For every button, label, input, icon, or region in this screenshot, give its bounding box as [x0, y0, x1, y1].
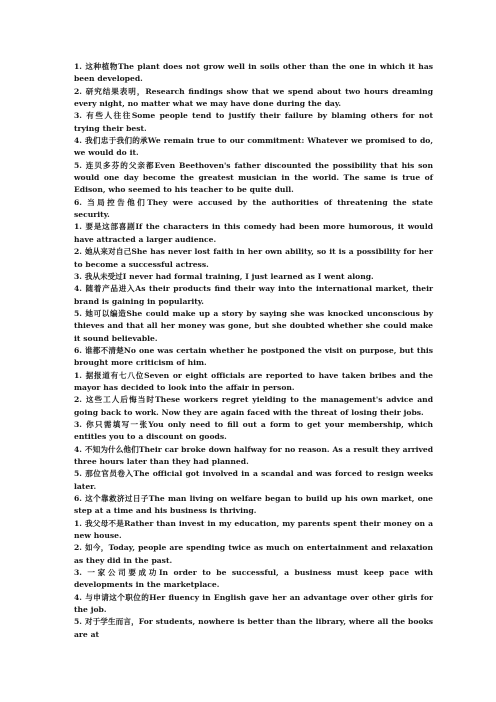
sentence-item [74, 616, 433, 641]
chinese-prompt: 那位官员卷入 [85, 469, 134, 479]
item-number: 5. [74, 469, 82, 479]
english-translation: Even Beethoven's father discounted the possibility that his son would one day become the greatest musician in the world. The same is true of Edison, who seemed to his teacher to be quite dull. [74, 160, 434, 195]
sentence-list [74, 61, 433, 641]
sentence-item [74, 197, 433, 222]
sentence-item [74, 221, 433, 246]
chinese-prompt: 这些工人后悔当时 [85, 395, 156, 405]
english-translation: She has never lost faith in her own ability, so it is a possibility for her to become a successful actress. [74, 247, 434, 269]
sentence-item [74, 160, 433, 197]
chinese-prompt: 有些人往往 [86, 111, 132, 121]
item-number: 3. [74, 568, 82, 578]
sentence-item [74, 567, 433, 592]
item-number: 1. [74, 62, 82, 71]
chinese-prompt: 这种植物 [85, 62, 119, 71]
sentence-item [74, 283, 433, 308]
english-translation: These workers regret yielding to the management's advice and going back to work. Now they are again faced with the threat of losing their jobs. [74, 395, 434, 417]
english-translation: If the characters in this comedy had been more humorous, it would have attracted a larger audience. [74, 222, 434, 244]
sentence-item [74, 271, 433, 283]
chinese-prompt: 随着产品进入 [85, 284, 136, 294]
chinese-prompt: 她从来对自己 [84, 247, 132, 257]
english-translation: For students, nowhere is better than the library, where all the books are at [74, 617, 434, 639]
english-translation: She could make up a story by saying she was knocked unconscious by thieves and that all her money was gone, but she doubted whether she could make it sound believable. [74, 308, 434, 343]
chinese-prompt: 她可以编造 [85, 308, 127, 318]
sentence-item [74, 135, 433, 160]
item-number: 1. [74, 518, 82, 528]
sentence-item [74, 86, 433, 111]
item-number: 1. [74, 222, 82, 232]
english-translation: Rather than invest in my education, my parents spent their money on a new house. [74, 518, 434, 541]
sentence-item [74, 493, 433, 518]
english-translation: Some people tend to justify their failure by blaming others for not trying their best. [74, 111, 434, 133]
sentence-item [74, 444, 433, 469]
chinese-prompt: 连贝多芬的父亲都 [85, 160, 155, 170]
item-number: 2. [74, 86, 82, 96]
chinese-prompt: 我父母不是 [85, 518, 125, 528]
chinese-prompt: 与申请这个职位的 [85, 592, 150, 602]
english-translation: Research findings show that we spend about two hours dreaming every night, no matter what we may have done during the day. [74, 86, 434, 109]
english-translation: In order to be successful, a business must keep pace with developments in the marketplace. [74, 568, 434, 590]
chinese-prompt: 研究结果表明， [85, 86, 146, 96]
item-number: 4. [74, 284, 82, 294]
chinese-prompt: 我从未受过 [84, 271, 123, 281]
sentence-item [74, 542, 433, 567]
english-translation: I never had formal training, I just learned as I went along. [122, 271, 374, 281]
item-number: 2. [74, 395, 82, 405]
sentence-item [74, 110, 433, 135]
item-number: 5. [74, 160, 82, 170]
sentence-item [74, 308, 433, 345]
sentence-item [74, 592, 433, 617]
chinese-prompt: 一家公司要成功 [87, 568, 159, 578]
item-number: 2. [74, 247, 82, 257]
item-number: 2. [74, 543, 82, 553]
english-translation: Seven or eight officials are reported to have taken bribes and the mayor has decided to look into the affair in person. [74, 370, 434, 392]
english-translation: Their car broke down halfway for no reason. As a result they arrived three hours later than they had planned. [74, 444, 434, 466]
item-number: 6. [74, 345, 82, 355]
item-number: 4. [74, 592, 82, 602]
chinese-prompt: 要是这部喜剧 [85, 222, 136, 232]
chinese-prompt: 我们忠于我们的承 [85, 136, 148, 146]
english-translation: You only need to fill out a form to get your membership, which entitles you to a discount on goods. [74, 419, 434, 442]
item-number: 3. [74, 111, 82, 121]
item-number: 1. [74, 370, 82, 380]
english-translation: As their products find their way into the international market, their brand is gaining in popularity. [74, 284, 434, 306]
chinese-prompt: 据报道有七八位 [85, 370, 145, 380]
english-translation: We remain true to our commitment: Whatever we promised to do, we would do it. [74, 136, 434, 158]
item-number: 4. [74, 136, 82, 146]
english-translation: No one was certain whether he postponed the visit on purpose, but this brought more criticism of him. [74, 345, 434, 368]
item-number: 3. [74, 271, 82, 281]
english-translation: Her fluency in English gave her an advantage over other girls for the job. [74, 592, 434, 615]
english-translation: Today, people are spending twice as much on entertainment and relaxation as they did in the past. [74, 543, 434, 565]
chinese-prompt: 这个靠救济过日子 [85, 494, 149, 504]
chinese-prompt: 谁都不清楚 [84, 345, 124, 355]
item-number: 5. [74, 617, 82, 627]
chinese-prompt: 对于学生而言， [84, 617, 139, 627]
english-translation: The official got involved in a scandal and was forced to resign weeks later. [74, 469, 434, 491]
sentence-item [74, 419, 433, 444]
chinese-prompt: 当局控告他们 [87, 197, 148, 207]
item-number: 5. [74, 308, 82, 318]
chinese-prompt: 不知为什么他们 [84, 444, 139, 454]
sentence-item [74, 370, 433, 395]
item-number: 3. [74, 419, 82, 429]
sentence-item [74, 345, 433, 370]
sentence-item [74, 394, 433, 419]
english-translation: The man living on welfare began to build up his own market, one step at a time and his business is thriving. [74, 494, 434, 516]
item-number: 6. [74, 197, 82, 207]
sentence-item [74, 61, 433, 86]
english-translation: They were accused by the authorities of threatening the state security. [74, 197, 433, 220]
item-number: 6. [74, 494, 82, 504]
english-translation: The plant does not grow well in soils other than the one in which it has been developed. [74, 62, 434, 84]
chinese-prompt: 你只需填写一张 [86, 419, 149, 429]
chinese-prompt: 如今， [85, 543, 109, 553]
sentence-item [74, 468, 433, 493]
sentence-item [74, 246, 433, 271]
item-number: 4. [74, 444, 82, 454]
sentence-item [74, 518, 433, 543]
